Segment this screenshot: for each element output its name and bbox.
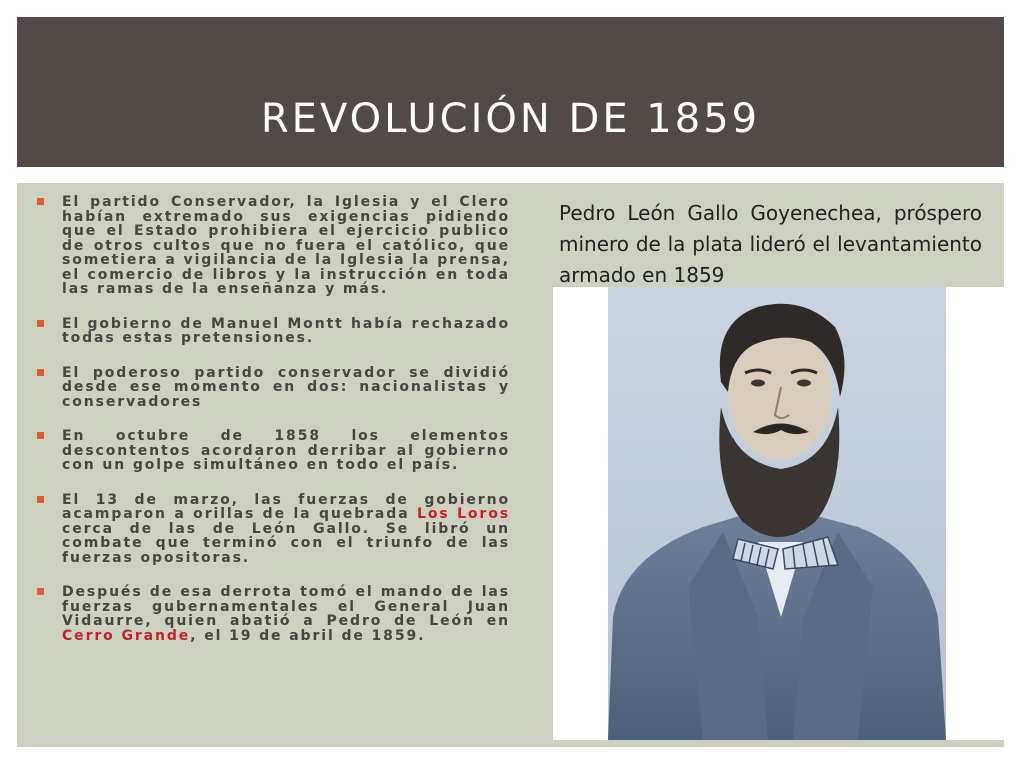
highlight-los-loros: Los Loros xyxy=(417,506,510,522)
highlight-cerro-grande: Cerro Grande xyxy=(62,627,191,644)
portrait-photo xyxy=(553,287,1004,740)
bullet-list xyxy=(37,195,510,663)
bullet-text: El 13 de marzo, las fuerzas de gobierno acamparon a orillas de la quebrada xyxy=(62,491,510,522)
bullet-text: , el 19 de abril de 1859. xyxy=(190,627,426,644)
bullet-marker-icon xyxy=(37,320,44,327)
photo-caption: Pedro León Gallo Goyenechea, próspero minero de la plata lideró el levantamiento armado en 1859 xyxy=(559,201,982,287)
bullet-marker-icon xyxy=(37,369,44,376)
content-panel xyxy=(17,183,1004,747)
bullet-text: En octubre de 1858 los elementos descontentos acordaron derribar al gobierno con un golpe simultáneo en todo el país. xyxy=(62,428,510,473)
bullet-text: Después de esa derrota tomó el mando de las fuerzas gubernamentales el General Juan Vidaurre, quien abatió a Pedro de León en xyxy=(62,584,510,629)
bullet-marker-icon xyxy=(37,432,44,439)
bullet-item xyxy=(37,493,510,566)
bullet-item xyxy=(37,429,510,473)
bullet-item xyxy=(37,195,510,297)
bullet-item xyxy=(37,317,510,346)
bullet-text: cerca de las de León Gallo. Se libró un combate que terminó con el triunfo de las fuerzas opositoras. xyxy=(62,520,510,566)
bullet-item xyxy=(37,585,510,643)
title-bar xyxy=(17,17,1004,167)
slide-title: REVOLUCIÓN DE 1859 xyxy=(260,96,761,142)
bullet-text: El gobierno de Manuel Montt había rechazado todas estas pretensiones. xyxy=(62,315,510,346)
bullet-text: El partido Conservador, la Iglesia y el Clero habían extremado sus exigencias pidiendo que el Estado prohibiera el ejercicio publico de otros cultos que no fuera el católico, que sometiera a vigilancia de la Iglesia la prensa, el comercio de libros y la instrucción en toda las ramas de la enseñanza y más. xyxy=(62,194,510,297)
bullet-item xyxy=(37,366,510,410)
bullet-marker-icon xyxy=(37,588,44,595)
bullet-marker-icon xyxy=(37,198,44,205)
bullet-text: El poderoso partido conservador se dividió desde ese momento en dos: nacionalistas y conservadores xyxy=(62,364,510,410)
bullet-marker-icon xyxy=(37,496,44,503)
portrait-image xyxy=(553,287,1004,740)
